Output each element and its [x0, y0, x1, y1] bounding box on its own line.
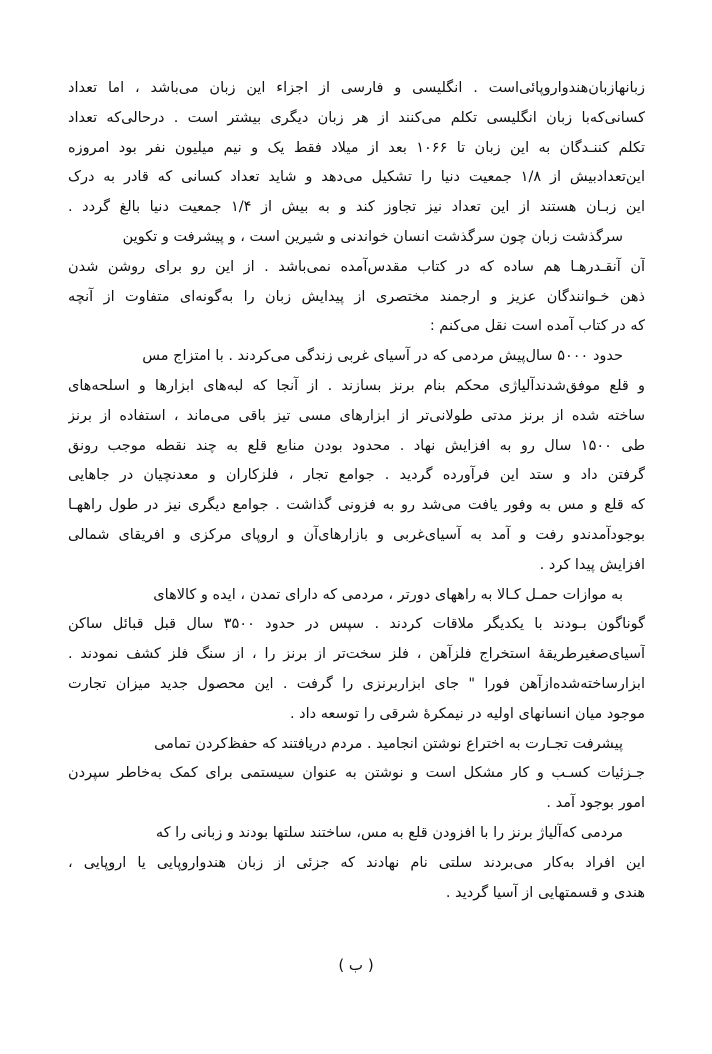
- text-line: موجود میان انسانهای اولیه در نیمکرهٔ شرقی را توسعه داد .: [289, 705, 645, 722]
- text-line: مردمی که‌آلیاژ برنز را با افزودن قلع به مس، ساختند سلتها بودند و زبانی را که: [155, 824, 623, 841]
- text-line: به موازات حمـل کـالا به راههای دورتر ، مردمی که دارای تمدن ، ایده و کالاهای: [153, 586, 623, 603]
- paragraph-3: [68, 342, 645, 580]
- text-line: آن آنقـدرهـا هم ساده که در کتاب مقدس‌آمده نمی‌باشد . از این رو برای روشن شدن: [68, 258, 645, 275]
- text-line: پیشرفت تجـارت به اختراع نوشتن انجامید . مردم دریافتند که حفظ‌کردن تمامی: [154, 735, 623, 752]
- text-line: ابزارساخته‌شده‌ازآهن فورا " جای ابزاربرنزی را گرفت . این محصول جدید میزان تجارت: [68, 675, 645, 692]
- paragraph-6: [68, 819, 645, 908]
- text-line: حدود ۵۰۰۰ سال‌پیش مردمی که در آسیای غربی زندگی می‌کردند . با امتزاج مس: [142, 348, 623, 365]
- page-number: ( ب ): [338, 956, 374, 974]
- text-line: گرفتن داد و ستد این فرآورده گردید . جوامع تجار ، فلزکاران و معدنچیان در جاهایی: [68, 467, 645, 484]
- paragraph-5: [68, 730, 645, 819]
- text-line: این افراد به‌کار می‌بردند سلتی نام نهادند که جزئی از زبان هندواروپایی یا اروپایی ،: [68, 854, 645, 871]
- text-line: که قلع و مس به وفور یافت می‌شد رو به فزونی گذاشت . جوامع دیگری نیز در طول راههـا: [68, 497, 645, 514]
- text-line: تکلم کننـدگان به این زبان تا ۱۰۶۶ بعد از میلاد فقط یک و نیم میلیون نفر بود امروزه: [68, 139, 645, 156]
- text-line: زبانهازبان‌هندواروپائی‌است . انگلیسی و فارسی از اجزاء این زبان می‌باشد ، اما تعداد: [68, 80, 645, 96]
- text-line: که در کتاب آمده است نقل می‌کنم :: [429, 318, 645, 335]
- text-line: ساخته شده از برنز مدتی طولانی‌تر از ابزارهای مسی تیز باقی می‌ماند ، استفاده از برنز: [68, 407, 645, 424]
- text-line: جـزئیات کسـب و کار مشکل است و نوشتن به عنوان سیستمی برای کمک به‌خاطر سپردن: [68, 765, 645, 782]
- text-line: سرگذشت زبان چون سرگذشت انسان خواندنی و شیرین است ، و پیشرفت و تکوین: [122, 228, 623, 245]
- text-line: ذهن خـوانندگان عزیز و ارجمند مختصری از پیدایش زبان را به‌گونه‌ای متفاوت از آنچه: [68, 288, 645, 305]
- text-line: بوجودآمدندو رفت و آمد به آسیای‌غربی و بازارهای‌آن و اروپای مرکزی و افریقای شمالی: [68, 526, 645, 543]
- paragraph-1: [68, 74, 645, 223]
- text-line: افزایش پیدا کرد .: [539, 556, 645, 573]
- paragraph-2: [68, 223, 645, 342]
- text-line: کسانی‌که‌با زبان انگلیسی تکلم می‌کنند از هر زبان دیگری بیشتر است . درحالی‌که تعداد: [68, 109, 645, 126]
- text-line: این زبـان هستند از این تعداد نیز تجاوز کند و به بیش از ۱/۴ جمعیت دنیا بالغ گردد .: [68, 199, 645, 216]
- text-line: آسیای‌صغیرطریقه‌ٔ استخراج فلزآهن ، فلز سخت‌تر از برنز را ، از سنگ فلز کشف نمودند .: [68, 646, 645, 663]
- text-line: طی ۱۵۰۰ سال رو به افزایش نهاد . محدود بودن منابع قلع به چند نقطه موجب رونق: [68, 437, 645, 454]
- text-line: و قلع موفق‌شدندآلیاژی محکم بنام برنز بسازند . از آنجا که لبه‌های ابزارها و اسلحه‌های: [68, 377, 645, 394]
- text-line: گوناگون بـودند با یکدیگر ملاقات کردند . سپس در حدود ۳۵۰۰ سال قبل قبائل ساکن: [68, 616, 645, 633]
- text-line: هندی و قسمتهایی از آسیا گردید .: [445, 884, 645, 901]
- document-body: [68, 74, 645, 908]
- text-line: امور بوجود آمد .: [546, 795, 645, 812]
- paragraph-4: [68, 581, 645, 730]
- text-line: این‌تعدادبیش از ۱/۸ جمعیت دنیا را تشکیل می‌دهد و شاید تعداد کسانی که قادر به درک: [68, 169, 645, 186]
